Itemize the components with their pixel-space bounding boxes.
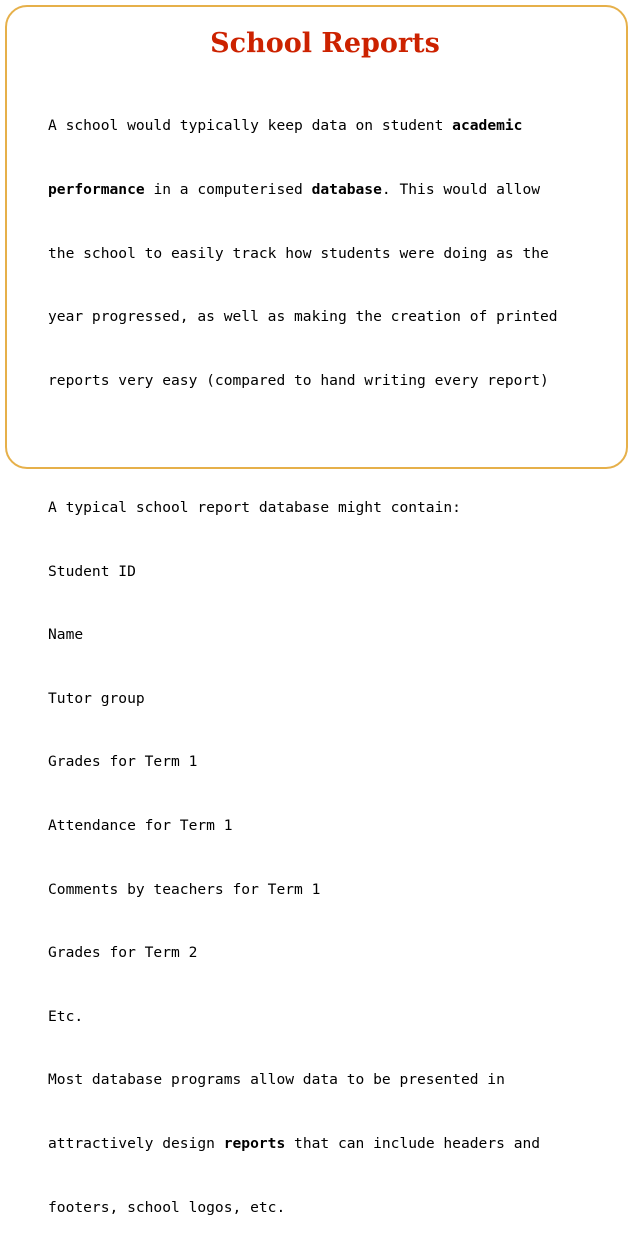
- intro-line-3: the school to easily track how students were doing as the: [48, 244, 549, 262]
- closing-line-2-pre: attractively design: [48, 1134, 224, 1152]
- keyword-database: database: [311, 181, 382, 198]
- slide-title: School Reports: [210, 28, 440, 59]
- blank-line: [48, 433, 628, 454]
- intro-line-2: [48, 179, 628, 200]
- list-item: Comments by teachers for Term 1: [48, 880, 321, 898]
- closing-line-3: footers, school logos, etc.: [48, 1198, 286, 1216]
- list-item: Attendance for Term 1: [48, 816, 233, 834]
- intro-line-2-tail: . This would allow: [381, 181, 541, 198]
- intro-line-2-text: in a computerised: [144, 181, 312, 198]
- closing-line-2: [48, 1133, 628, 1154]
- list-item: Name: [48, 626, 84, 644]
- slide-body: [48, 73, 628, 1260]
- keyword-performance: performance: [48, 181, 145, 198]
- list-item: Tutor group: [48, 689, 145, 707]
- intro-line-4: year progressed, as well as making the creation of printed: [48, 308, 558, 326]
- keyword-reports: reports: [223, 1134, 286, 1152]
- intro-line-5: reports very easy (compared to hand writing every report): [48, 371, 549, 389]
- list-heading: A typical school report database might contain:: [48, 498, 461, 516]
- closing-line-1: Most database programs allow data to be presented in: [48, 1071, 505, 1089]
- keyword-academic: academic: [452, 117, 523, 135]
- list-item: Student ID: [48, 562, 136, 580]
- list-item: Grades for Term 2: [48, 944, 198, 962]
- intro-line-1: [48, 115, 628, 136]
- closing-line-2-post: that can include headers and: [285, 1134, 541, 1152]
- intro-line-1-text: A school would typically keep data on student: [48, 117, 453, 135]
- list-item: Etc.: [48, 1007, 84, 1025]
- list-item: Grades for Term 1: [48, 753, 198, 771]
